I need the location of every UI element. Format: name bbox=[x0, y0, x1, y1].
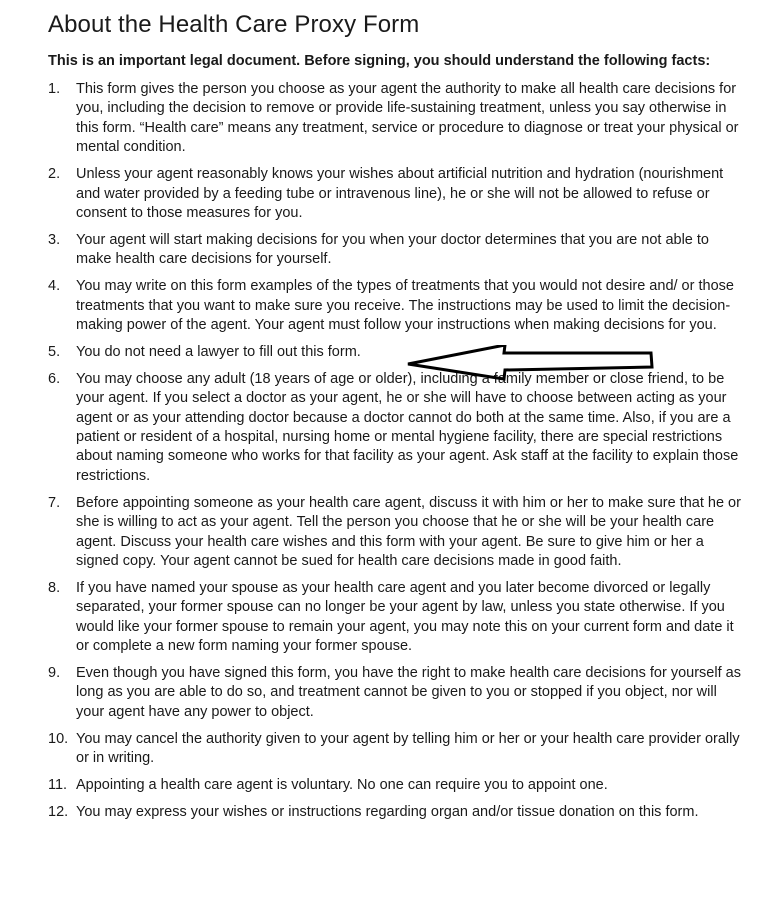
fact-item-4 bbox=[48, 277, 748, 335]
fact-text: Even though you have signed this form, you have the right to make health care decisions for yourself as long as you are able to do so, and treatment cannot be given to you or stopped if you object, nor will your agent have any power to object. bbox=[76, 664, 741, 720]
fact-number: 7. bbox=[48, 494, 61, 511]
hand-drawn-arrow-icon bbox=[405, 345, 655, 381]
fact-item-6 bbox=[48, 370, 748, 486]
fact-text: Before appointing someone as your health care agent, discuss it with him or her to make sure that he or she is willing to act as your agent. Tell the person you choose that he or she will be your health care agent. Discuss your health care wishes and this form with your agent. Be sure to give him or her a signed copy. Your agent cannot be sued for health care decisions made in good faith. bbox=[76, 494, 741, 569]
fact-text: You may express your wishes or instructions regarding organ and/or tissue donation on this form. bbox=[76, 803, 699, 820]
fact-text: This form gives the person you choose as your agent the authority to make all health care decisions for you, including the decision to remove or provide life-sustaining treatment, unless you say otherwise in this form. “Health care” means any treatment, service or procedure to diagnose or treat your physical or mental condition. bbox=[76, 81, 739, 156]
fact-text: You may cancel the authority given to your agent by telling him or her or your health care provider orally or in writing. bbox=[76, 730, 740, 767]
fact-text: You may write on this form examples of the types of treatments that you would not desire and/ or those treatments that you want to make sure you receive. The instructions may be used to limit the decision-making power of the agent. Your agent must follow your instructions when making decisions for you. bbox=[76, 278, 734, 333]
fact-number: 12. bbox=[48, 803, 69, 820]
fact-number: 11. bbox=[48, 777, 68, 793]
fact-item-1 bbox=[48, 80, 748, 158]
fact-number: 4. bbox=[48, 278, 61, 295]
fact-item-3 bbox=[48, 231, 748, 270]
fact-number: 1. bbox=[48, 81, 61, 97]
fact-text: If you have named your spouse as your health care agent and you later become divorced or legally separated, your former spouse can no longer be your agent by law, unless you state otherwise. If you would like your former spouse to remain your agent, you may note this on your current form and date it or complete a new form naming your former spouse. bbox=[76, 579, 734, 655]
fact-text: You do not need a lawyer to fill out this form. bbox=[76, 343, 361, 360]
fact-item-12 bbox=[48, 803, 748, 822]
document-page bbox=[48, 10, 748, 830]
fact-text: Your agent will start making decisions for you when your doctor determines that you are not able to make health care decisions for yourself. bbox=[76, 231, 709, 268]
fact-number: 3. bbox=[48, 231, 61, 248]
fact-text: You may choose any adult (18 years of age or older), including a family member or close friend, to be your agent. If you select a doctor as your agent, he or she will have to choose between acting as your agent or as your attending doctor because a doctor cannot do both at the same time. Also, if you are a patient or resident of a hospital, nursing home or mental hygiene facility, there are special restrictions about naming someone who works for that facility as your agent. Ask staff at the facility to explain those restrictions. bbox=[76, 370, 739, 484]
fact-number: 5. bbox=[48, 343, 61, 360]
fact-item-11 bbox=[48, 776, 748, 795]
arrow-outline bbox=[408, 345, 652, 379]
fact-item-8 bbox=[48, 579, 748, 657]
fact-number: 9. bbox=[48, 664, 61, 681]
fact-number: 2. bbox=[48, 166, 61, 183]
intro-statement: This is an important legal document. Before signing, you should understand the following facts: bbox=[48, 53, 711, 69]
fact-number: 8. bbox=[48, 579, 61, 596]
fact-number: 10. bbox=[48, 730, 69, 747]
fact-item-10 bbox=[48, 730, 748, 769]
fact-number: 6. bbox=[48, 370, 61, 387]
fact-text: Appointing a health care agent is voluntary. No one can require you to appoint one. bbox=[76, 777, 608, 793]
page-title: About the Health Care Proxy Form bbox=[48, 11, 420, 38]
fact-item-7 bbox=[48, 494, 748, 572]
facts-list bbox=[48, 80, 748, 822]
fact-item-2 bbox=[48, 165, 748, 223]
fact-item-9 bbox=[48, 664, 748, 722]
fact-text: Unless your agent reasonably knows your wishes about artificial nutrition and hydration (nourishment and water provided by a feeding tube or intravenous line), he or she will not be allowed to refuse or consent to those measures for you. bbox=[76, 166, 724, 221]
